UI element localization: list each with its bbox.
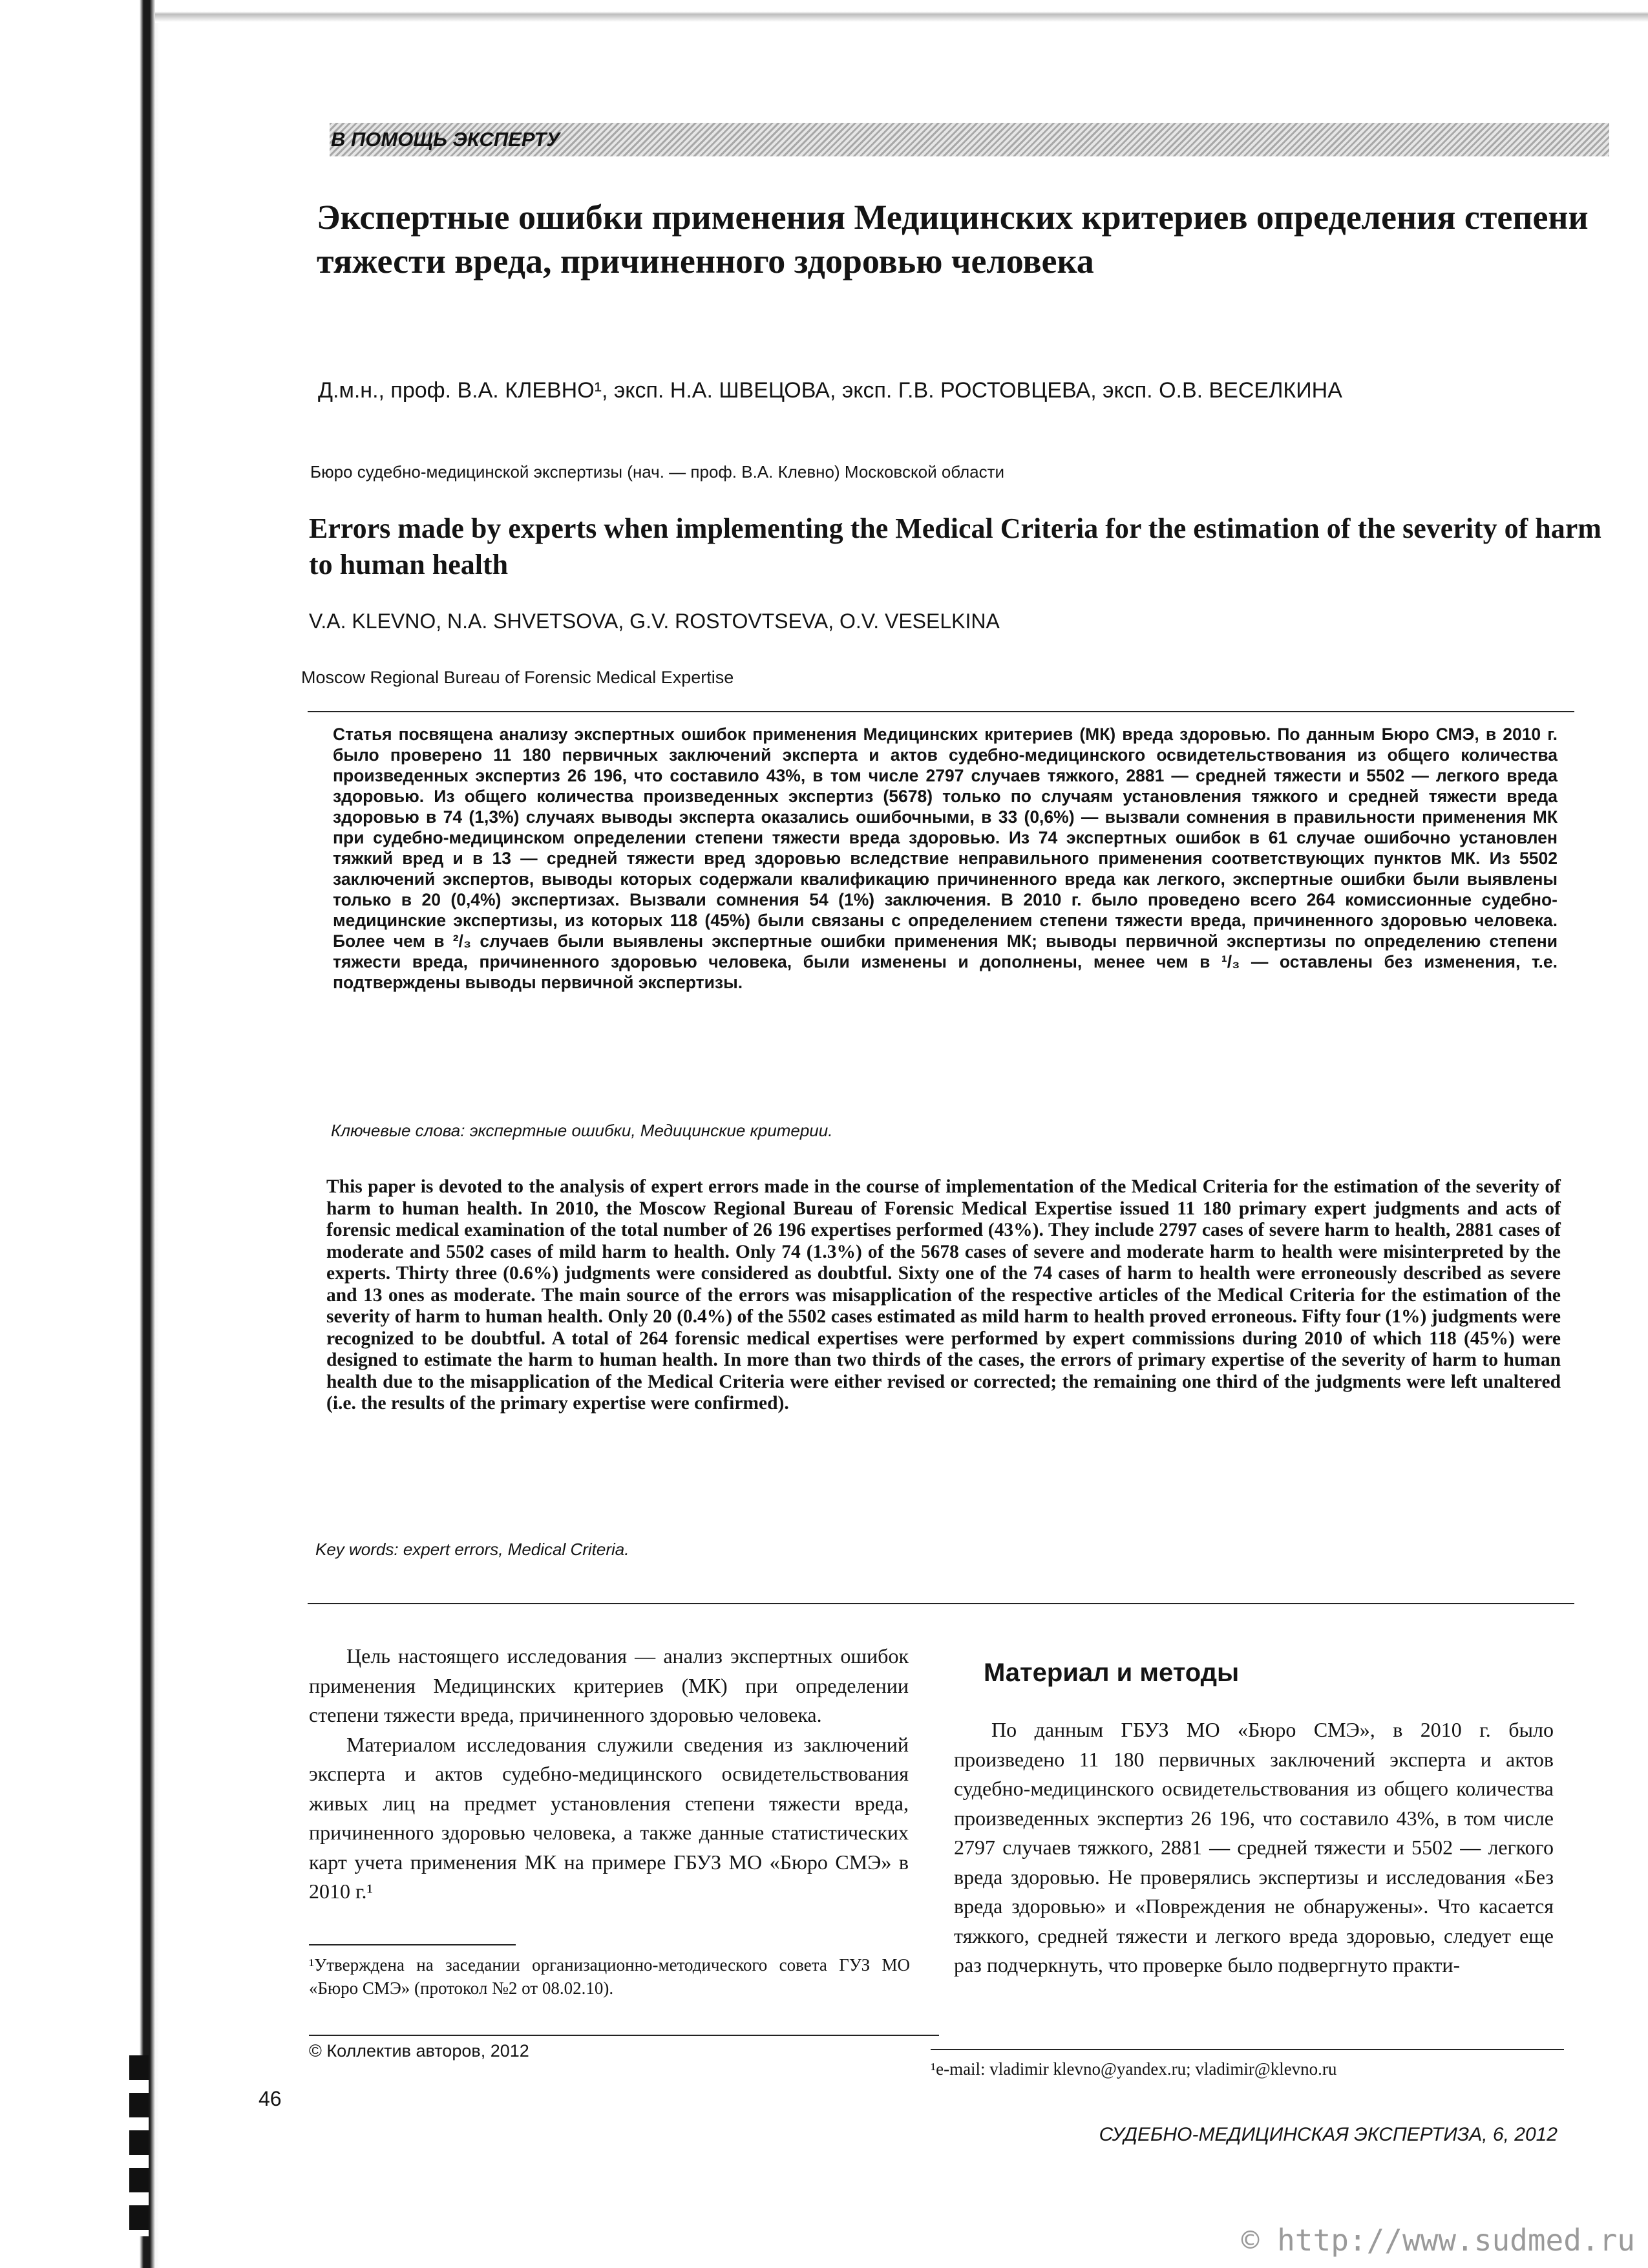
- keywords-en: Key words: expert errors, Medical Criteria.: [315, 1540, 629, 1559]
- footnote-rule-right: [931, 2049, 1564, 2050]
- abstract-en: This paper is devoted to the analysis of expert errors made in the course of implementation of the Medical Criteria for the estimation of the severity of harm to human health. In 2010, the Moscow Regional Bureau of Forensic Medical Expertise issued 11 180 primary expert judgments and acts of forensic medical examination of the total number of 26 196 expertises performed (43%). They include 2797 cases of severe harm to health, 2881 cases of moderate and 5502 cases of mild harm to health. Only 74 (1.3%) of the 5678 cases of severe and moderate harm to health were misinterpreted by the experts. Thirty three (0.6%) judgments were considered as doubtful. Sixty one of the 74 cases of harm to health were erroneously described as severe and 13 ones as moderate. The main source of the errors was misapplication of the respective articles of the Medical Criteria for the estimation of the severity of harm to human health. Only 20 (0.4%) of the 5502 cases estimated as mild harm to health proved erroneous. Fifty four (1%) judgments were recognized to be doubtful. A total of 264 forensic medical expertises were performed by expert commissions during 2010 of which 118 (45%) were designed to estimate the harm to human health. In more than two thirds of the cases, the errors of primary expertise of the severity of harm to human health due to the misapplication of the Medical Criteria were either revised or corrected; the remaining one third of the judgments were left unaltered (i.e. the results of the primary expertise were confirmed).: [326, 1176, 1561, 1414]
- keywords-ru: Ключевые слова: экспертные ошибки, Медицинские критерии.: [331, 1121, 833, 1140]
- watermark: © http://www.sudmed.ru: [1241, 2223, 1635, 2258]
- authors-ru: Д.м.н., проф. В.А. КЛЕВНО¹, эксп. Н.А. ШВЕЦОВА, эксп. Г.В. РОСТОВЦЕВА, эксп. О.В. ВЕСЕЛКИНА: [318, 378, 1342, 403]
- footnote-left: ¹Утверждена на заседании организационно-методического совета ГУЗ МО «Бюро СМЭ» (протокол №2 от 08.02.10).: [309, 1955, 910, 1998]
- page-number: 46: [259, 2087, 282, 2110]
- footnote-rule-left: [309, 1944, 516, 1945]
- affiliation-ru: Бюро судебно-медицинской экспертизы (нач. — проф. В.А. Клевно) Московской области: [310, 462, 1005, 482]
- abstract-ru: Статья посвящена анализу экспертных ошибок применения Медицинских критериев (МК) вреда здоровью. По данным Бюро СМЭ, в 2010 г. было проверено 11 180 первичных заключений эксперта и актов судебно-медицинского освидетельствования из общего количества произведенных экспертиз 26 196, что составило 43%, в том числе 2797 случаев тяжкого, 2881 — средней тяжести и 5502 — легкого вреда здоровью. Из общего количества произведенных экспертиз (5678) только по случаям установления тяжкого и средней тяжести вреда здоровью в 74 (1,3%) случаях выводы эксперта оказались ошибочными, в 33 (0,6%) — вызвали сомнения в правильности применения МК при судебно-медицинском определении степени тяжести вреда здоровью. Из 74 экспертных ошибок в 61 случае ошибочно установлен тяжкий вред и в 13 — средней тяжести вред здоровью вследствие неправильного применения соответствующих пунктов МК. Из 5502 заключений экспертов, выводы которых содержали квалификацию причиненного вреда как легкого, экспертные ошибки были выявлены только в 20 (0,4%) экспертизах. Вызвали сомнения 54 (1%) заключения. В 2010 г. было проведено всего 264 комиссионные судебно-медицинские экспертизы, из которых 118 (45%) были связаны с определением степени тяжести вреда, причиненного здоровью человека. Более чем в ²/₃ случаев были выявлены экспертные ошибки применения МК; выводы первичной экспертизы по определению степени тяжести вреда, причиненного здоровью человека, были изменены и дополнены, менее чем в ¹/₃ — оставлены без изменения, т.е. подтверждены выводы первичной экспертизы.: [333, 725, 1558, 992]
- body-paragraph: По данным ГБУЗ МО «Бюро СМЭ», в 2010 г. было произведено 11 180 первичных заключений эксперта и актов судебно-медицинского освидетельствования из общего количества произведенных экспертиз 26 196, что составило 43%, в том числе 2797 случаев тяжкого, 2881 — средней тяжести и 5502 — легкого вреда здоровью. Не проверялись экспертизы и исследования «Без вреда здоровью» и «Повреждения не обнаружены». Что касается тяжкого, средней тяжести и легкого вреда здоровью, следует еще раз подчеркнуть, что проверке было подвергнуто практи-: [954, 1718, 1554, 1977]
- section-label: В ПОМОЩЬ ЭКСПЕРТУ: [331, 128, 560, 151]
- scan-page-edge-top: [155, 0, 1648, 23]
- affiliation-en: Moscow Regional Bureau of Forensic Medical Expertise: [301, 668, 734, 687]
- journal-footer: СУДЕБНО-МЕДИЦИНСКАЯ ЭКСПЕРТИЗА, 6, 2012: [1099, 2124, 1558, 2145]
- copyright: © Коллектив авторов, 2012: [309, 2041, 529, 2061]
- abstract-bottom-rule: [308, 1603, 1574, 1604]
- copyright-rule: [309, 2035, 939, 2036]
- body-paragraph: Материалом исследования служили сведения из заключений эксперта и актов судебно-медицинского освидетельствования живых лиц на предмет установления степени тяжести вреда, причиненного здоровью человека, а также данные статистических карт учета применения МК на примере ГБУЗ МО «Бюро СМЭ» в 2010 г.¹: [309, 1732, 909, 1903]
- article-title-ru: Экспертные ошибки применения Медицинских критериев определения степени тяжести вреда, причиненного здоровью человека: [317, 198, 1589, 281]
- body-column-left: [309, 1642, 909, 1907]
- scan-page-edge-left: [0, 0, 160, 2268]
- body-paragraph: Цель настоящего исследования — анализ экспертных ошибок применения Медицинских критериев (МК) при определении степени тяжести вреда, причиненного здоровью человека.: [309, 1644, 909, 1726]
- abstract-top-rule: [308, 711, 1574, 712]
- body-column-right: [954, 1715, 1554, 1980]
- authors-en: V.A. KLEVNO, N.A. SHVETSOVA, G.V. ROSTOVTSEVA, O.V. VESELKINA: [309, 609, 1000, 633]
- footnote-email: ¹e-mail: vladimir klevno@yandex.ru; vladimir@klevno.ru: [931, 2059, 1337, 2079]
- article-title-en: Errors made by experts when implementing the Medical Criteria for the estimation of the severity of harm to human health: [309, 513, 1601, 580]
- section-heading-methods: Материал и методы: [984, 1659, 1240, 1687]
- scan-binding-marks: [129, 2055, 149, 2236]
